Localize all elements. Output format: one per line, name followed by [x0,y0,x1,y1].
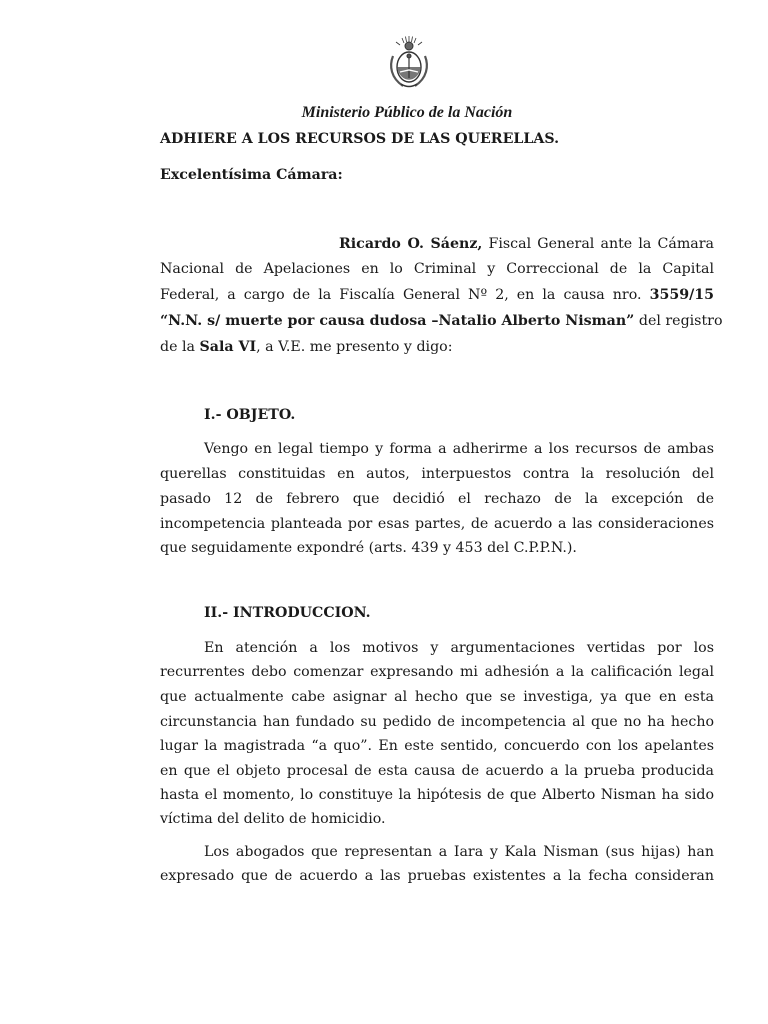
salutation: Excelentísima Cámara: [160,167,343,183]
argentina-coat-of-arms-icon [385,34,433,90]
document-title: ADHIERE A LOS RECURSOS DE LAS QUERELLAS. [160,131,560,147]
sala-name: Sala VI [199,339,257,355]
intro-line-2: Nacional de Apelaciones en lo Criminal y Correccional de la Capital [160,261,714,277]
section-2-line: En atención a los motivos y argumentaciones vertidas por los [204,640,714,656]
intro-line-4-text: del registro [638,313,723,329]
intro-line-1-text: Fiscal General ante la Cámara [488,236,715,252]
intro-line-5-text: , a V.E. me presento y digo: [256,339,453,355]
intro-line-1 [160,235,714,253]
prosecutor-name: Ricardo O. Sáenz, [339,236,483,252]
intro-line-3 [160,286,714,304]
section-2-para2-line: expresado que de acuerdo a las pruebas existentes a la fecha consideran [160,868,714,884]
section-1-line: incompetencia planteada por esas partes, de acuerdo a las consideraciones [160,516,714,532]
section-1-heading: I.- OBJETO. [204,407,296,423]
section-2-heading: II.- INTRODUCCION. [204,605,371,621]
section-2-line: recurrentes debo comenzar expresando mi adhesión a la calificación legal [160,664,714,680]
ministry-heading: Ministerio Público de la Nación [301,104,513,121]
section-1-line: que seguidamente expondré (arts. 439 y 453 del C.P.P.N.). [160,540,577,556]
intro-line-5 [160,338,714,356]
section-2-line: circunstancia han fundado su pedido de incompetencia al que no ha hecho [160,714,714,730]
intro-line-4 [160,312,723,330]
section-1-line: querellas constituidas en autos, interpuestos contra la resolución del [160,466,714,482]
section-2-line: hasta el momento, lo constituye la hipótesis de que Alberto Nisman ha sido [160,787,714,803]
section-2-line: lugar la magistrada “a quo”. En este sentido, concuerdo con los apelantes [160,738,714,754]
case-title: “N.N. s/ muerte por causa dudosa –Natalio Alberto Nisman” [160,313,635,329]
section-1-line: pasado 12 de febrero que decidió el rechazo de la excepción de [160,491,714,507]
section-1-line: Vengo en legal tiempo y forma a adherirme a los recursos de ambas [204,441,714,457]
section-2-line: que actualmente cabe asignar al hecho que se investiga, ya que en esta [160,689,714,705]
section-2-para2-line: Los abogados que representan a Iara y Kala Nisman (sus hijas) han [204,844,714,860]
section-2-line: en que el objeto procesal de esta causa de acuerdo a la prueba producida [160,763,714,779]
intro-line-5-pre: de la [160,339,195,355]
intro-line-3-text: Federal, a cargo de la Fiscalía General Nº 2, en la causa nro. [160,287,642,303]
section-2-line: víctima del delito de homicidio. [160,811,386,827]
case-number: 3559/15 [649,287,714,303]
